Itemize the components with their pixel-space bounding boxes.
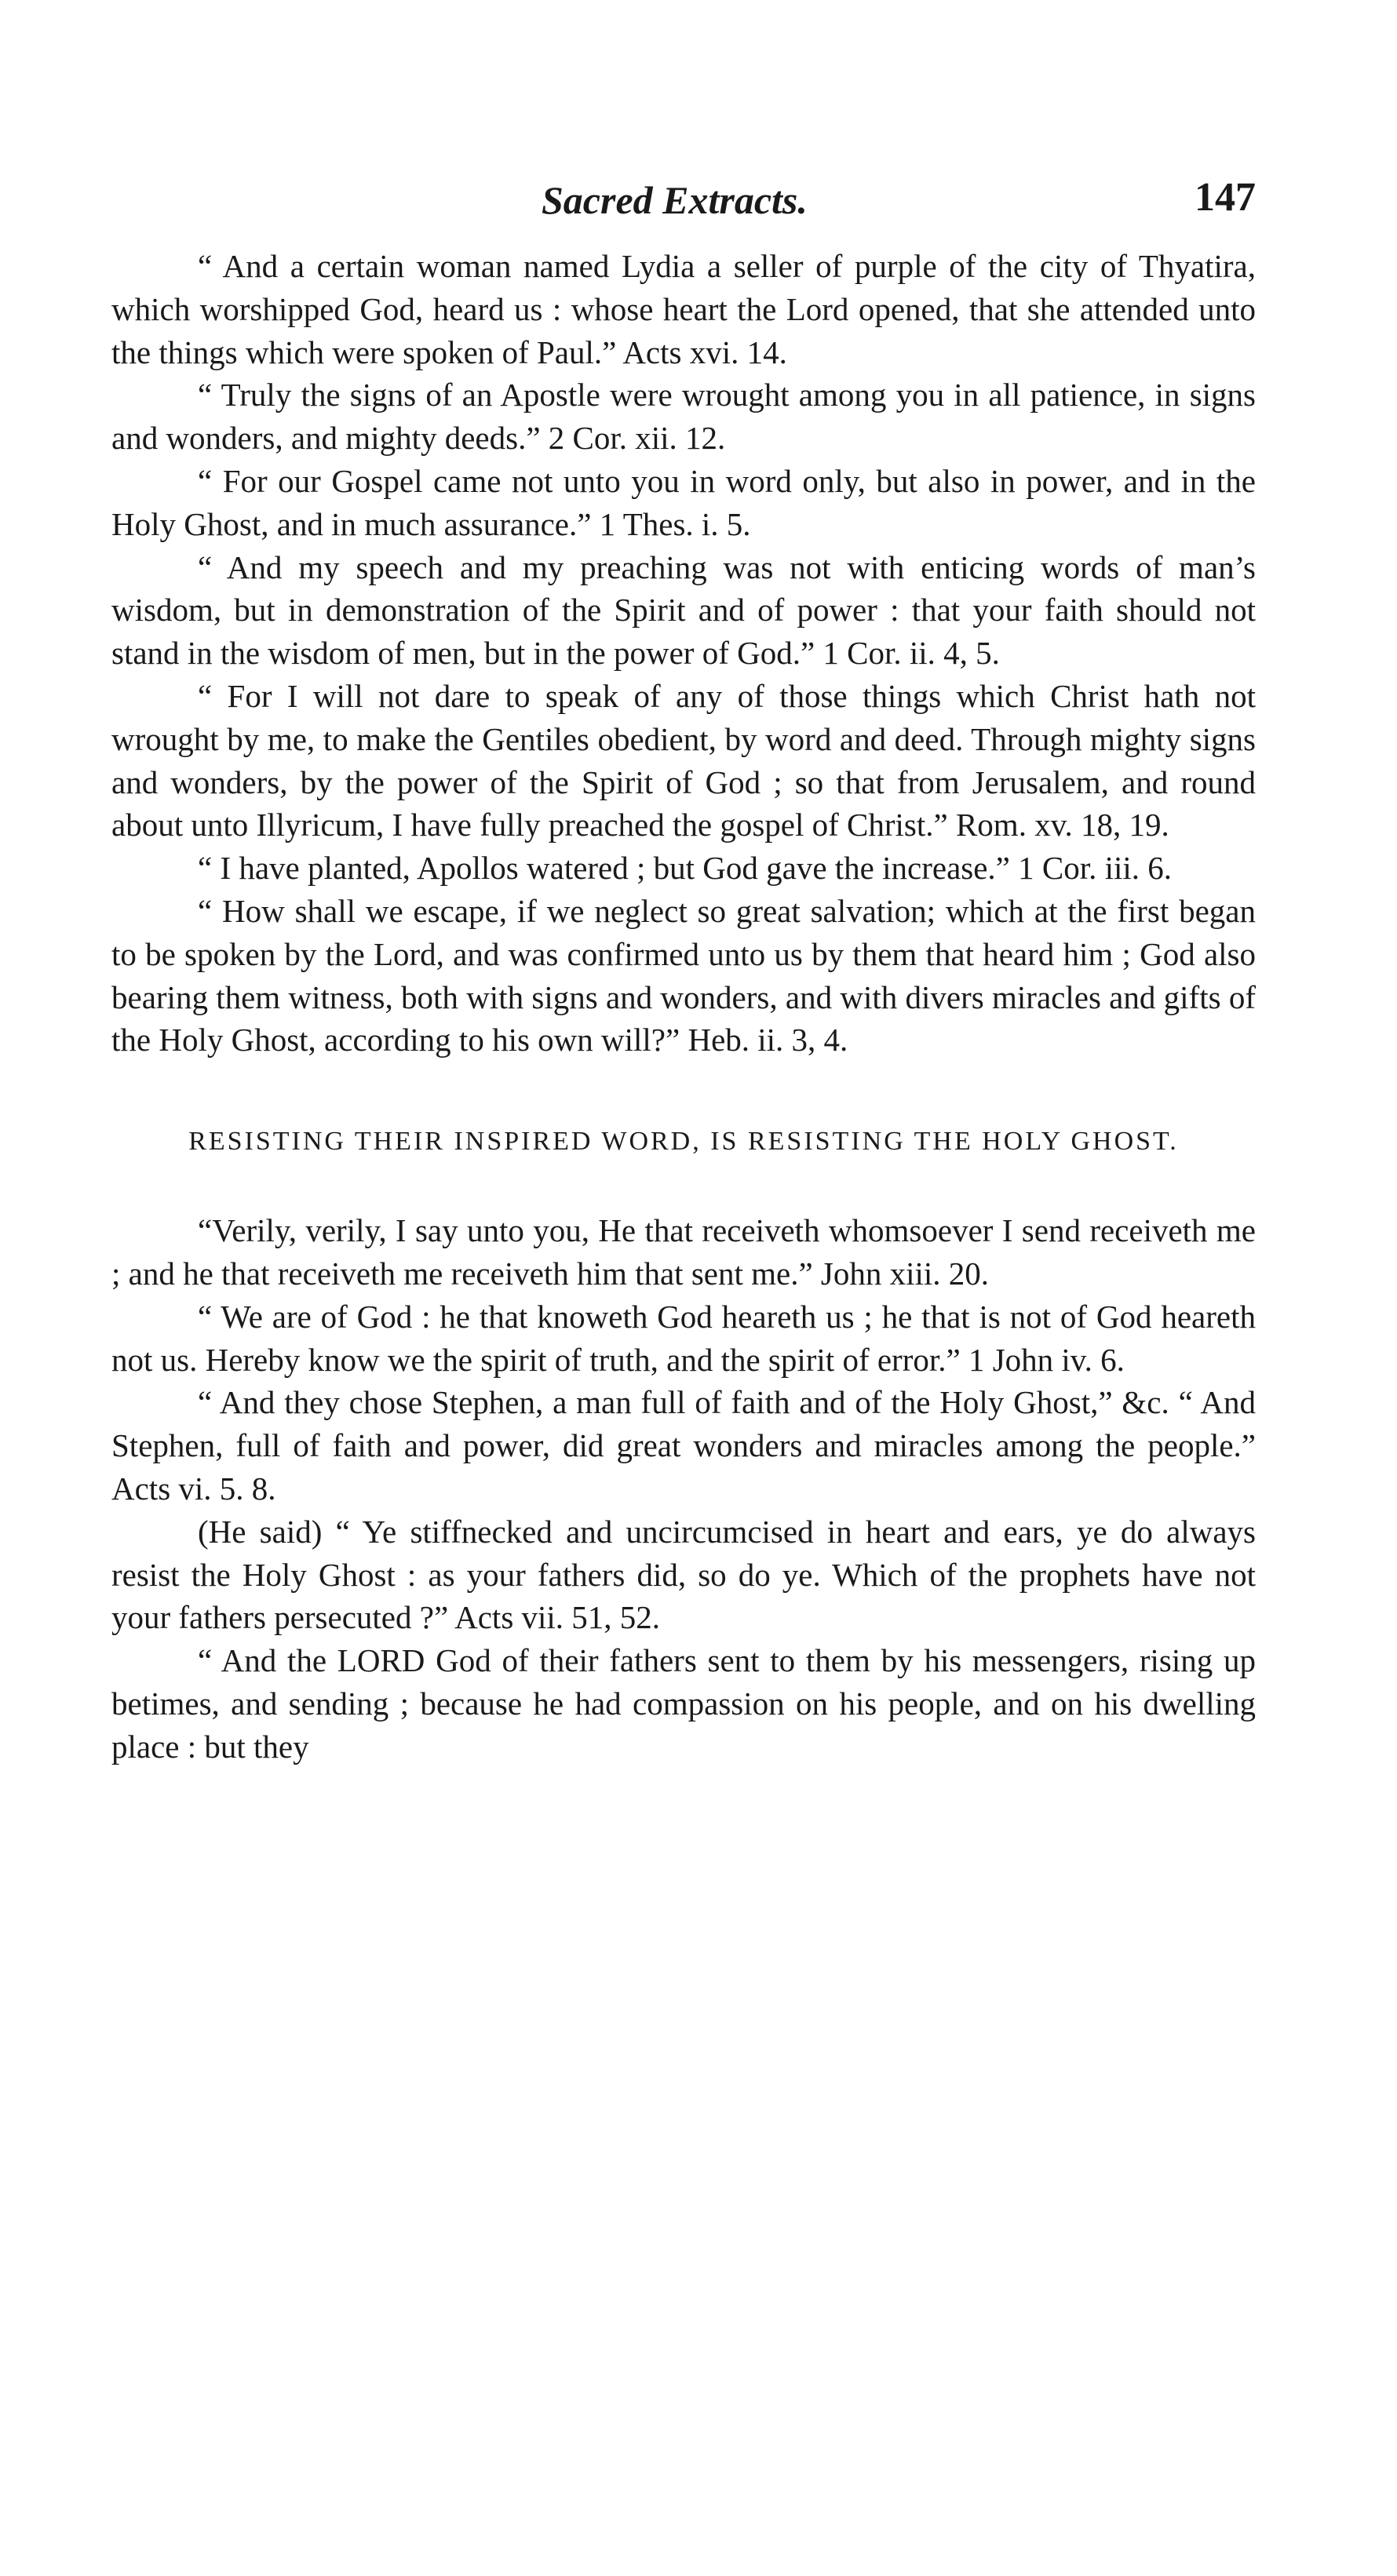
page-number: 147 — [1195, 175, 1256, 220]
paragraph: “ And my speech and my preaching was not with enticing words of man’s wisdom, but in demonstration of the Spirit and of power : that your faith should not stand in the wisdom of men, but in the power of God.” 1 Cor. ii. 4, 5. — [111, 548, 1256, 672]
paragraph: “Verily, verily, I say unto you, He that receiveth whomsoever I send receiveth me ; and he that receiveth me receiveth him that sent me.” John xiii. 20. — [111, 1212, 1256, 1292]
paragraph: “ How shall we escape, if we neglect so great salvation; which at the first began to be spoken by the Lord, and was confirmed unto us by them that heard him ; God also bearing them witness, both with signs and wonders, and with divers miracles and gifts of the Holy Ghost, according to his own will?” Heb. ii. 3, 4. — [111, 892, 1256, 1058]
paragraph: “ For our Gospel came not unto you in word only, but also in power, and in the Holy Ghost, and in much assurance.” 1 Thes. i. 5. — [111, 462, 1256, 542]
paragraph: “ I have planted, Apollos watered ; but God gave the increase.” 1 Cor. iii. 6. — [198, 850, 1173, 887]
running-head: Sacred Extracts. — [542, 178, 808, 222]
section-heading: RESISTING THEIR INSPIRED WORD, IS RESISTING THE HOLY GHOST. — [188, 1127, 1179, 1157]
paragraph: “ And they chose Stephen, a man full of faith and of the Holy Ghost,” &c. “ And Stephen, full of faith and power, did great wonders and miracles among the people.” Acts vi. 5. 8. — [111, 1384, 1256, 1507]
paragraph: “ Truly the signs of an Apostle were wrought among you in all patience, in signs and wonders, and mighty deeds.” 2 Cor. xii. 12. — [111, 377, 1256, 457]
paragraph: “ And a certain woman named Lydia a seller of purple of the city of Thyatira, which worshipped God, heard us : whose heart the Lord opened, that she attended unto the things which were spoken of Paul.” Acts xvi. 14. — [111, 248, 1256, 370]
paragraph: “ We are of God : he that knoweth God heareth us ; he that is not of God heareth not us. Hereby know we the spirit of truth, and the spirit of error.” 1 John iv. 6. — [111, 1298, 1256, 1378]
page-body — [111, 245, 1256, 1769]
paragraph: (He said) “ Ye stiffnecked and uncircumcised in heart and ears, ye do always resist the Holy Ghost : as your fathers did, so do ye. Which of the prophets have not your fathers persecuted ?” Acts vii. 51, 52. — [111, 1513, 1256, 1636]
page-header — [110, 177, 1256, 232]
paragraph: “ For I will not dare to speak of any of those things which Christ hath not wrought by me, to make the Gentiles obedient, by word and deed. Through mighty signs and wonders, by the power of the Spirit of God ; so that from Jerusalem, and round about unto Illyricum, I have fully preached the gospel of Christ.” Rom. xv. 18, 19. — [111, 677, 1256, 843]
paragraph: “ And the LORD God of their fathers sent to them by his messengers, rising up betimes, and sending ; because he had compassion on his people, and on his dwelling place : but they — [111, 1642, 1256, 1765]
